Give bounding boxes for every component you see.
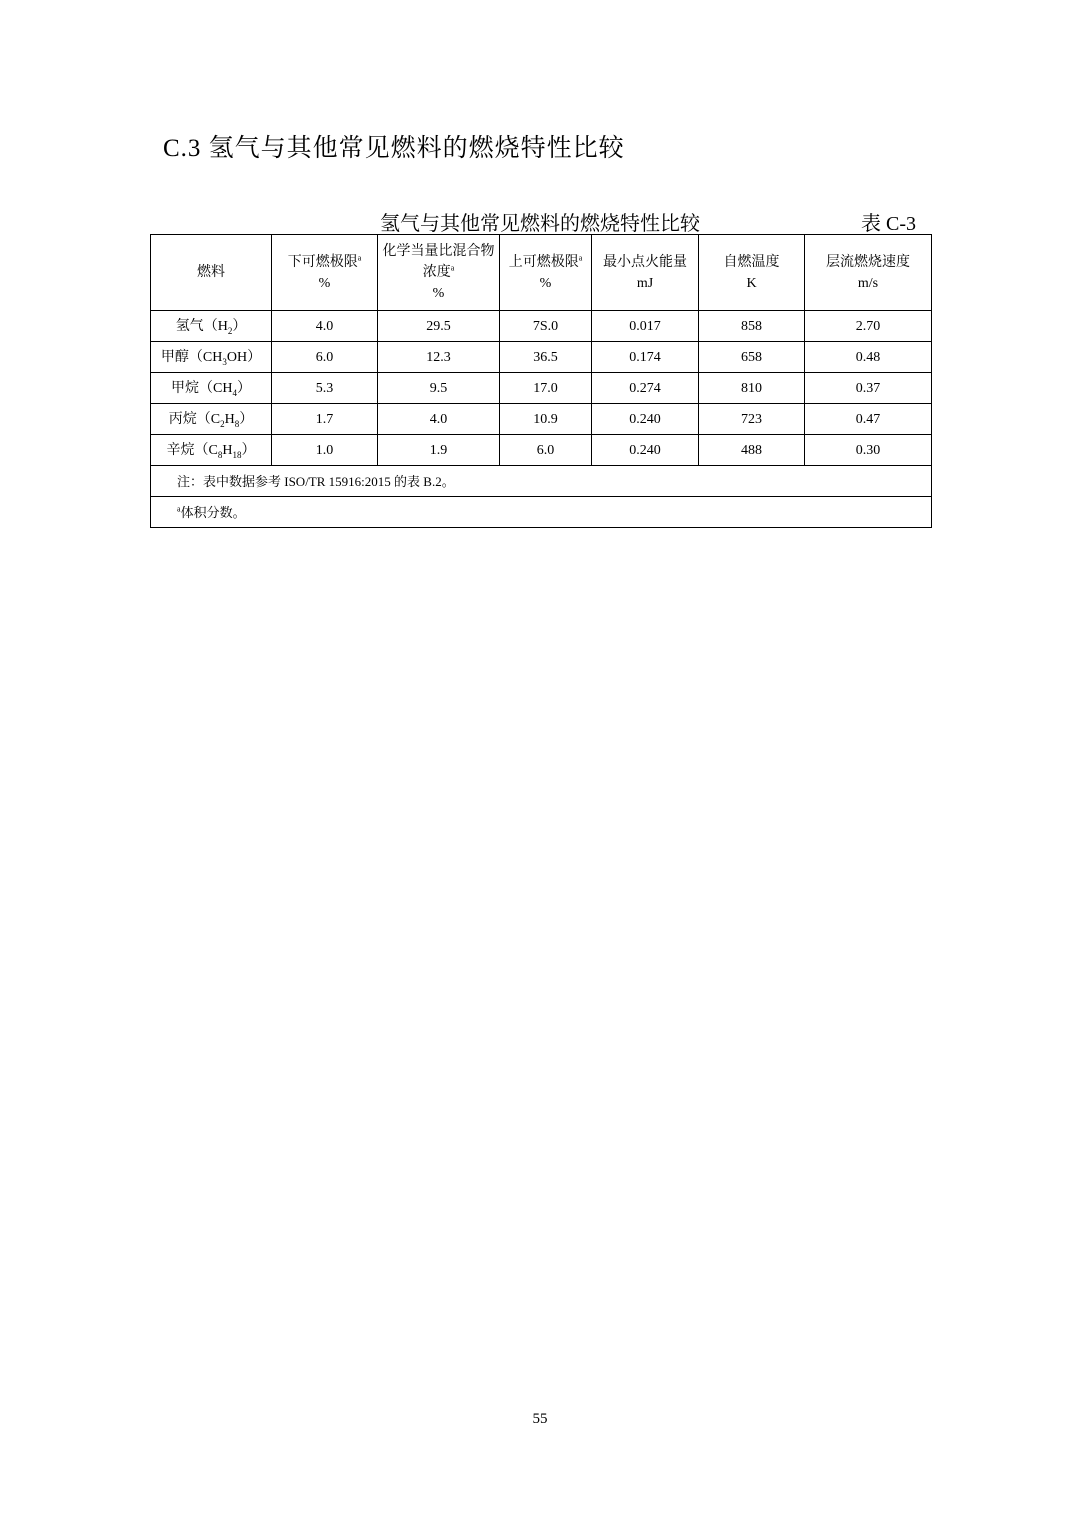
table-row [151, 404, 932, 435]
table-row [151, 373, 932, 404]
table-cell: 9.5 [378, 373, 500, 404]
table-title: 氢气与其他常见燃料的燃烧特性比较 [380, 213, 700, 235]
table-cell: 7S.0 [500, 311, 592, 342]
fuel-name-cell: 辛烷$(C_8H_{18})$ [151, 435, 272, 466]
table-cell: 1.0 [272, 435, 378, 466]
table-header-row [151, 235, 932, 311]
header-stoichiometric-concentration: 化学当量比混合物 浓度$^a$ % [378, 235, 500, 311]
table-cell: 723 [699, 404, 805, 435]
table-cell: 12.3 [378, 342, 500, 373]
table-cell: 1.9 [378, 435, 500, 466]
table-cell: 0.37 [805, 373, 932, 404]
table-footnote: $^a$体积分数。 [151, 497, 932, 528]
table-cell: 0.017 [592, 311, 699, 342]
table-cell: 0.240 [592, 404, 699, 435]
table-cell: 858 [699, 311, 805, 342]
table-caption [150, 207, 930, 235]
table-cell: 2.70 [805, 311, 932, 342]
table-cell: 29.5 [378, 311, 500, 342]
header-laminar-flame-speed: 层流燃烧速度 m/s [805, 235, 932, 311]
table-cell: 658 [699, 342, 805, 373]
header-lower-flammability-limit: 下可燃极限$^a$ % [272, 235, 378, 311]
table-cell: 6.0 [272, 342, 378, 373]
table-row [151, 342, 932, 373]
fuel-name-cell: 氢气$(H_2)$ [151, 311, 272, 342]
table-note: 注：表中数据参考 ISO/TR 15916:2015 的表 B.2。 [151, 466, 932, 497]
table-cell: 36.5 [500, 342, 592, 373]
table-cell: 0.174 [592, 342, 699, 373]
table-cell: 1.7 [272, 404, 378, 435]
table-note-row [151, 466, 932, 497]
fuel-name-cell: 丙烷$(C_2H_8)$ [151, 404, 272, 435]
table-cell: 6.0 [500, 435, 592, 466]
table-cell: 488 [699, 435, 805, 466]
table-footnote-row [151, 497, 932, 528]
table-cell: 0.240 [592, 435, 699, 466]
table-row [151, 311, 932, 342]
table-cell: 810 [699, 373, 805, 404]
header-fuel: 燃料 [151, 235, 272, 311]
page-number: 55 [532, 1411, 548, 1427]
table-cell: 0.30 [805, 435, 932, 466]
section-title: C.3 氢气与其他常见燃料的燃烧特性比较 [163, 135, 625, 162]
table-cell: 0.48 [805, 342, 932, 373]
header-autoignition-temperature: 自燃温度 K [699, 235, 805, 311]
table-number: 表 C-3 [861, 213, 916, 235]
table-cell: 17.0 [500, 373, 592, 404]
header-minimum-ignition-energy: 最小点火能量 mJ [592, 235, 699, 311]
table-cell: 4.0 [378, 404, 500, 435]
fuel-comparison-table [150, 234, 932, 528]
table-cell: 4.0 [272, 311, 378, 342]
header-upper-flammability-limit: 上可燃极限$^a$ % [500, 235, 592, 311]
fuel-name-cell: 甲醇$(CH_3OH)$ [151, 342, 272, 373]
fuel-name-cell: 甲烷$(CH_4)$ [151, 373, 272, 404]
table-row [151, 435, 932, 466]
table-cell: 0.47 [805, 404, 932, 435]
table-cell: 10.9 [500, 404, 592, 435]
table-cell: 5.3 [272, 373, 378, 404]
table-cell: 0.274 [592, 373, 699, 404]
